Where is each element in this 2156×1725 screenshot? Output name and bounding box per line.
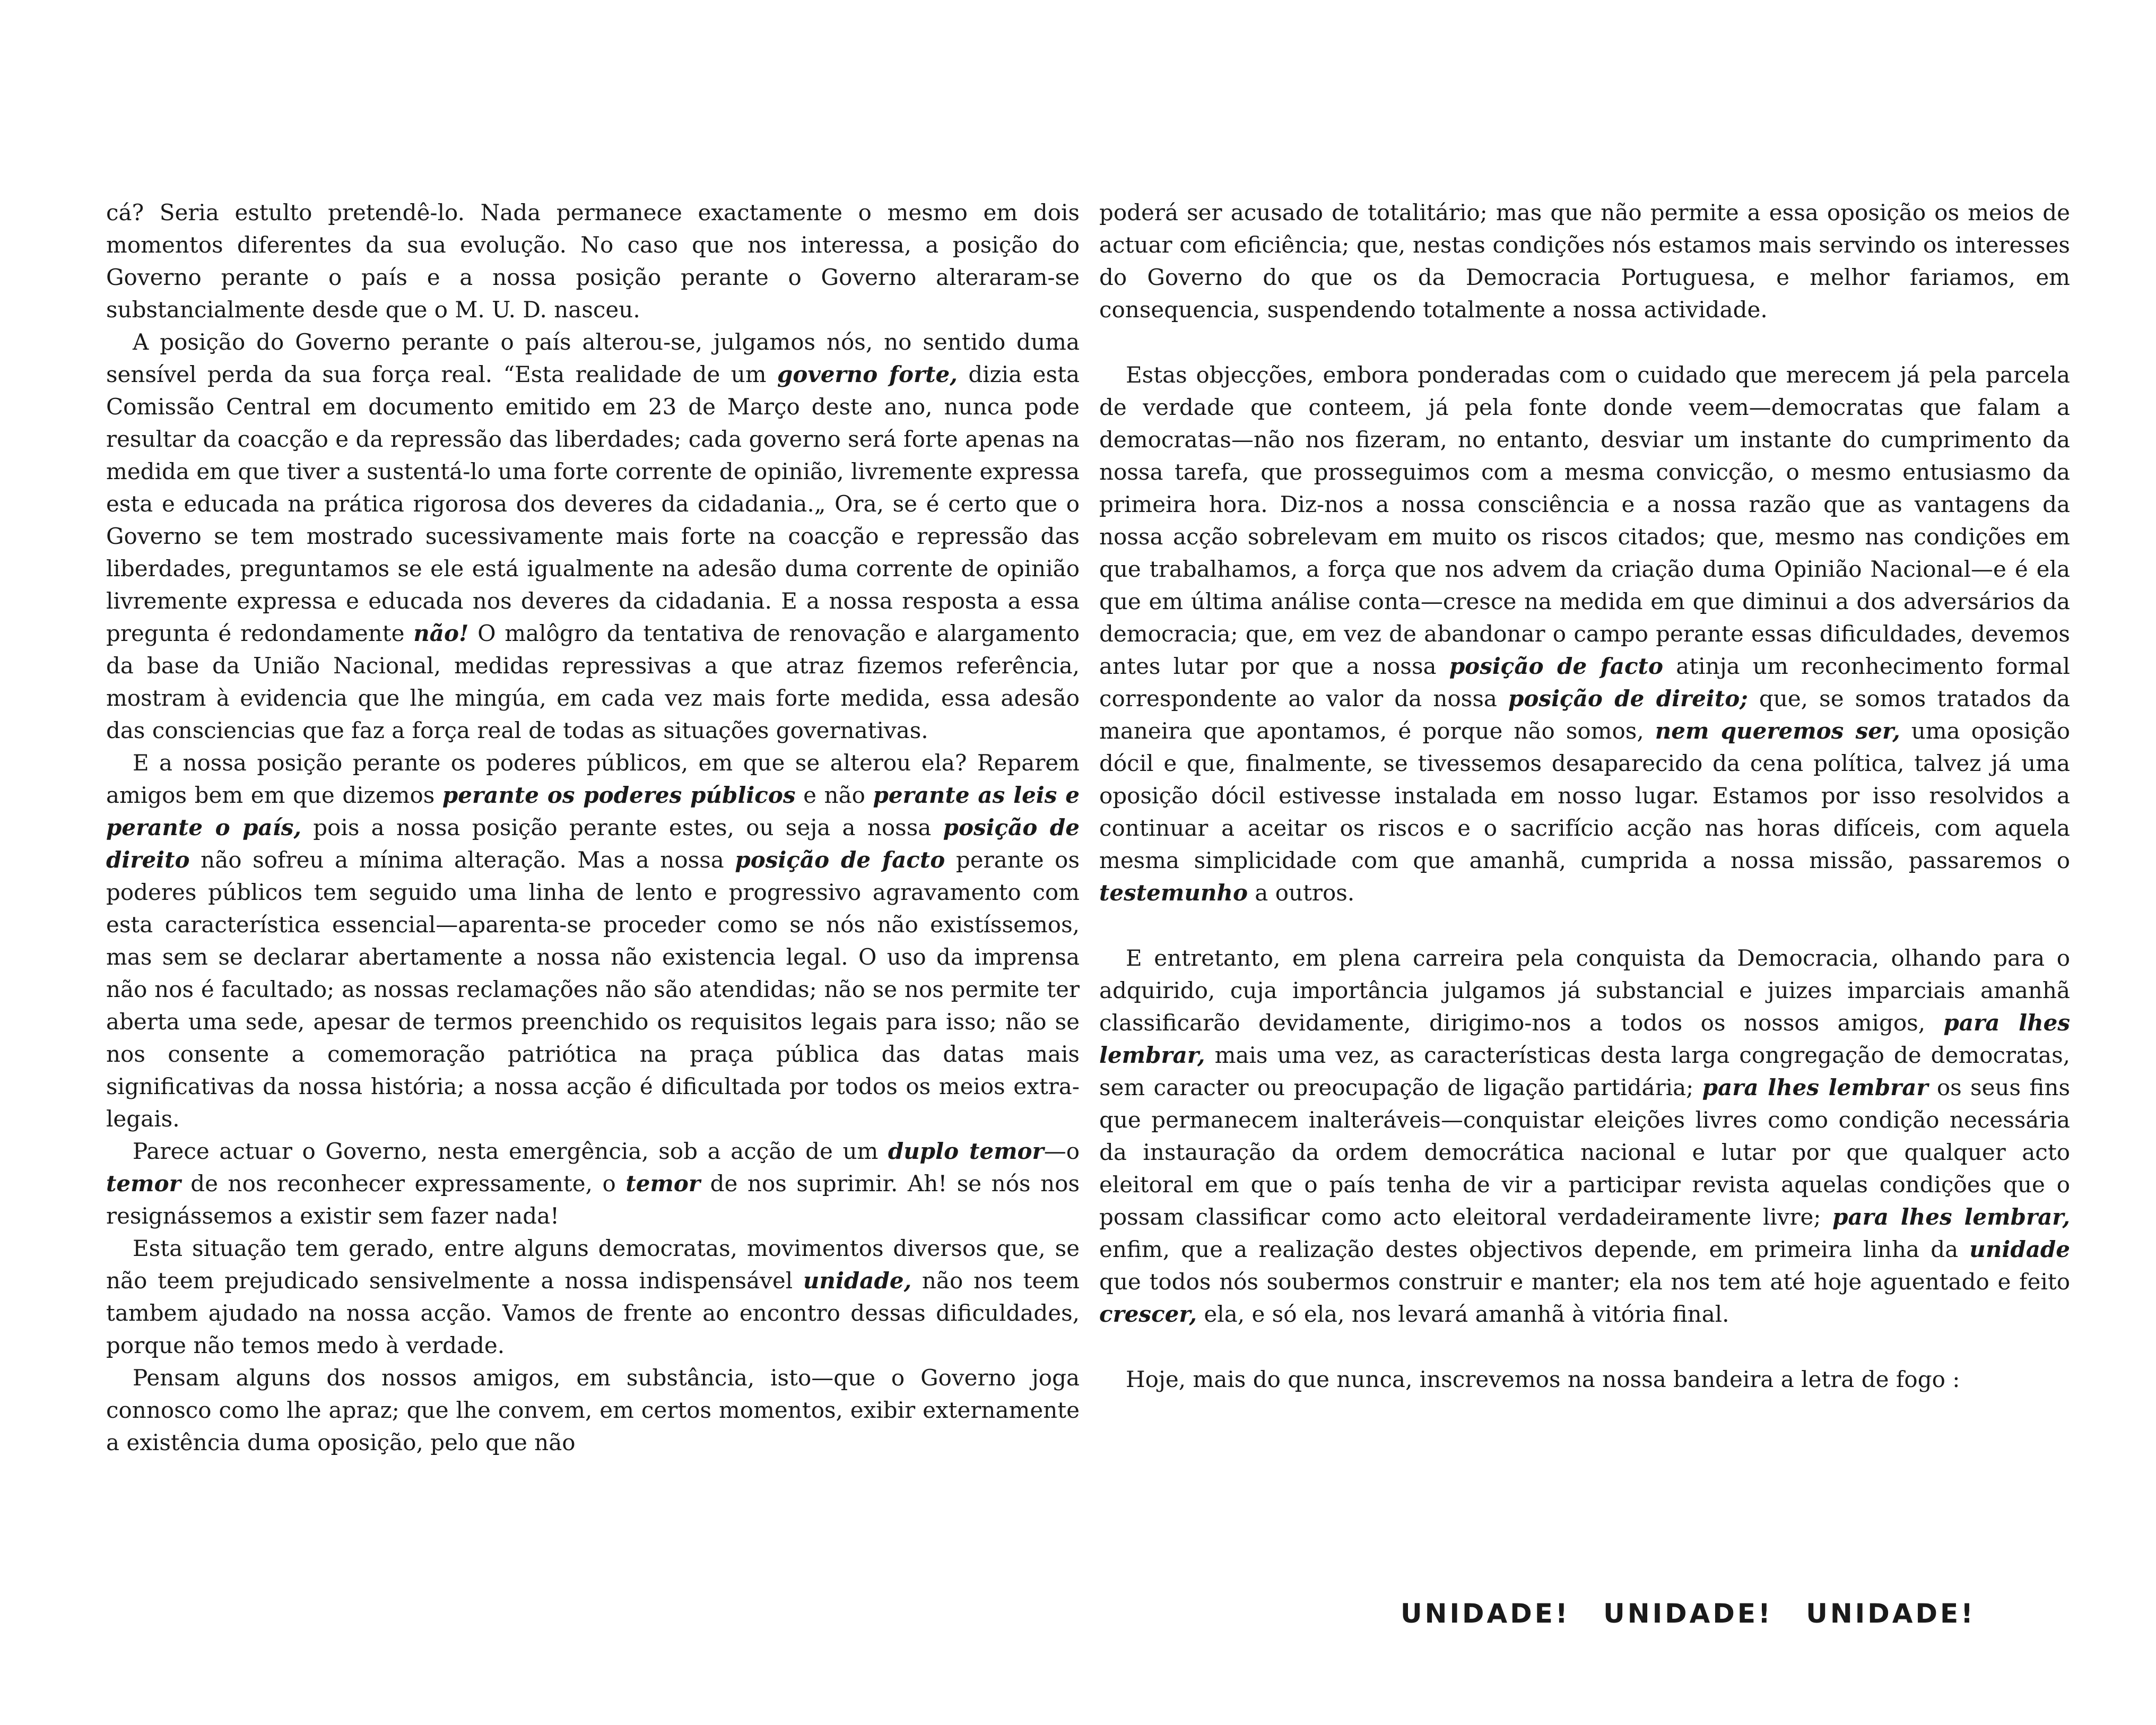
text-span: enfim, que a realização destes objectivos depende, em primeira linha da [1099,1236,1970,1262]
text-span: perante os poderes públicos tem seguido uma linha de lento e progressivo agravamento com esta característica essencial—aparenta-se proceder como se nós não existíssemos, mas sem se declarar abertamente a nossa não existencia legal. O uso da imprensa não nos é facultado; as nossas reclamações não são atendidas; não se nos permite ter aberta uma sede, apesar de termos preenchido os requisitos legais para isso; não se nos consente a comemoração patriótica na praça pública das datas mais significativas da nossa história; a nossa acção é dificultada por todos os meios extra-legais. [106,847,1080,1132]
emphasis: governo forte, [777,361,958,387]
emphasis: posição de facto [1449,653,1663,679]
emphasis: posição de direito [106,814,1080,873]
emphasis: unidade, [803,1268,912,1294]
text-span: A posição do Governo perante o país alterou-se, julgamos nós, no sentido duma sensível perda da sua força real. “Esta realidade de um [106,329,1080,387]
text-span: não sofreu a mínima alteração. Mas a nossa [189,847,735,873]
emphasis: posição de facto [735,847,945,873]
emphasis: perante as leis e perante o país, [106,782,1080,840]
left-paragraph-4 [106,1135,1080,1232]
left-paragraph-2 [106,326,1080,747]
text-span: O malôgro da tentativa de renovação e alargamento da base da União Nacional, medidas repressivas a que atraz fizemos referência, mostram à evidencia que lhe mingúa, em cada vez mais forte medida, essa adesão das consciencias que faz a força real de todas as situações governativas. [106,620,1080,743]
emphasis: temor [625,1171,701,1197]
right-paragraph-2 [1099,359,2070,909]
emphasis: temor [106,1171,181,1197]
text-span: Esta situação tem gerado, entre alguns democratas, movimentos diversos que, se não teem prejudicado sensivelmente a nossa indispensável [106,1235,1080,1294]
text-span: pois a nossa posição perante estes, ou seja a nossa [301,814,943,840]
emphasis: para lhes lembrar, [1832,1204,2071,1230]
text-span: uma oposição dócil e que, finalmente, se tivessemos desaparecido da cena política, talvez já uma oposição dócil estivesse instalada em nosso lugar. Estamos por isso resolvidos a continuar a aceitar os riscos e o sacrifício acção nas horas difíceis, com aquela mesma simplicidade com que amanhã, cumprida a nossa missão, passaremos o [1099,718,2070,873]
left-column [106,196,1080,1459]
right-paragraph-3 [1099,942,2070,1330]
text-span: a outros. [1247,880,1355,906]
left-paragraph-3 [106,747,1080,1135]
text-span: e não [795,782,873,808]
text-span: ela, e só ela, nos levará amanhã à vitória final. [1197,1301,1729,1327]
emphasis: testemunho [1099,880,1248,906]
text-span: dizia esta Comissão Central em documento emitido em 23 de Março deste ano, nunca pode resultar da coacção e da repressão das liberdades; cada governo será forte apenas na medida em que tiver a sustentá-lo uma forte corrente de opinião, livremente expressa esta e educada na prática rigorosa dos deveres da cidadania.„ Ora, se é certo que o Governo se tem mostrado sucessivamente mais forte na coacção e repressão das liberdades, preguntamos se ele está igualmente na adesão duma corrente de opinião livremente expressa e educada nos deveres da cidadania. E a nossa resposta a essa pregunta é redondamente [106,361,1080,646]
text-span: os seus fins que permanecem inalteráveis—conquistar eleições livres como condição necessária da instauração da ordem democrática nacional e lutar por que qualquer acto eleitoral em que o país tenha de vir a participar revista aquelas condições que o possam classificar como acto eleitoral verdadeiramente livre; [1099,1074,2071,1230]
right-paragraph-4: Hoje, mais do que nunca, inscrevemos na nossa bandeira a letra de fogo : [1126,1366,1960,1392]
emphasis: para lhes lembrar, [1099,1010,2070,1068]
text-span: atinja um reconhecimento formal correspondente ao valor da nossa [1099,653,2070,712]
text-span: Estas objecções, embora ponderadas com o cuidado que merecem já pela parcela de verdade que conteem, já pela fonte donde veem—democratas que falam a democratas—não nos fizeram, no entanto, desviar um instante do cumprimento da nossa tarefa, que prosseguimos com a mesma convicção, o mesmo entusiasmo da primeira hora. Diz-nos a nossa consciência e a nossa razão que as vantagens da nossa acção sobrelevam em muito os riscos citados; que, mesmo nas condições em que trabalhamos, a força que nos advem da criação duma Opinião Nacional—e é ela que em última análise conta—cresce na medida em que diminui a dos adversários da democracia; que, em vez de abandonar o campo perante essas dificuldades, devemos antes lutar por que a nossa [1099,362,2070,679]
emphasis: duplo temor [888,1138,1044,1164]
emphasis: unidade [1969,1236,2070,1262]
left-paragraph-1: cá? Seria estulto pretendê-lo. Nada permanece exactamente o mesmo em dois momentos diferentes da sua evolução. No caso que nos interessa, a posição do Governo perante o país e a nossa posição perante o Governo alteraram-se substancialmente desde que o M. U. D. nasceu. [106,200,1080,323]
emphasis: não! [413,620,469,646]
left-paragraph-5 [106,1232,1080,1362]
closing-slogan: UNIDADE! UNIDADE! UNIDADE! [1401,1598,1976,1629]
left-paragraph-6: Pensam alguns dos nossos amigos, em substância, isto—que o Governo joga connosco como lhe apraz; que lhe convem, em certos momentos, exibir externamente a existência duma oposição, pelo que não [106,1365,1080,1455]
text-span: —o [1044,1138,1080,1164]
right-column [1099,196,2070,1395]
emphasis: posição de direito; [1508,686,1748,712]
emphasis: crescer, [1099,1301,1197,1327]
text-span: não nos teem tambem ajudado na nossa acção. Vamos de frente ao encontro dessas dificuldades, porque não temos medo à verdade. [106,1268,1080,1358]
right-paragraph-1: poderá ser acusado de totalitário; mas que não permite a essa oposição os meios de actuar com eficiência; que, nestas condições nós estamos mais servindo os interesses do Governo do que os da Democracia Portuguesa, e melhor fariamos, em consequencia, suspendendo totalmente a nossa actividade. [1099,200,2070,323]
emphasis: perante os poderes públicos [442,782,796,808]
emphasis: nem queremos ser, [1655,718,1900,744]
emphasis: para lhes lembrar [1702,1074,1928,1100]
text-span: mais uma vez, as características desta larga congregação de democratas, sem caracter ou preocupação de ligação partidária; [1099,1042,2070,1100]
text-span: de nos reconhecer expressamente, o [180,1171,626,1197]
text-span: que, se somos tratados da maneira que apontamos, é porque não somos, [1099,686,2071,744]
text-span: Parece actuar o Governo, nesta emergência, sob a acção de um [133,1138,888,1164]
text-span: E entretanto, em plena carreira pela conquista da Democracia, olhando para o adquirido, cuja importância julgamos já substancial e juizes imparciais amanhã classificarão devidamente, dirigimo-nos a todos os nossos amigos, [1099,945,2070,1036]
text-span: que todos nós soubermos construir e manter; ela nos tem até hoje aguentado e feito [1099,1269,2070,1295]
text-span: E a nossa posição perante os poderes públicos, em que se alterou ela? Reparem amigos bem em que dizemos [106,750,1080,808]
text-span: de nos suprimir. Ah! se nós nos resignássemos a existir sem fazer nada! [106,1171,1080,1229]
